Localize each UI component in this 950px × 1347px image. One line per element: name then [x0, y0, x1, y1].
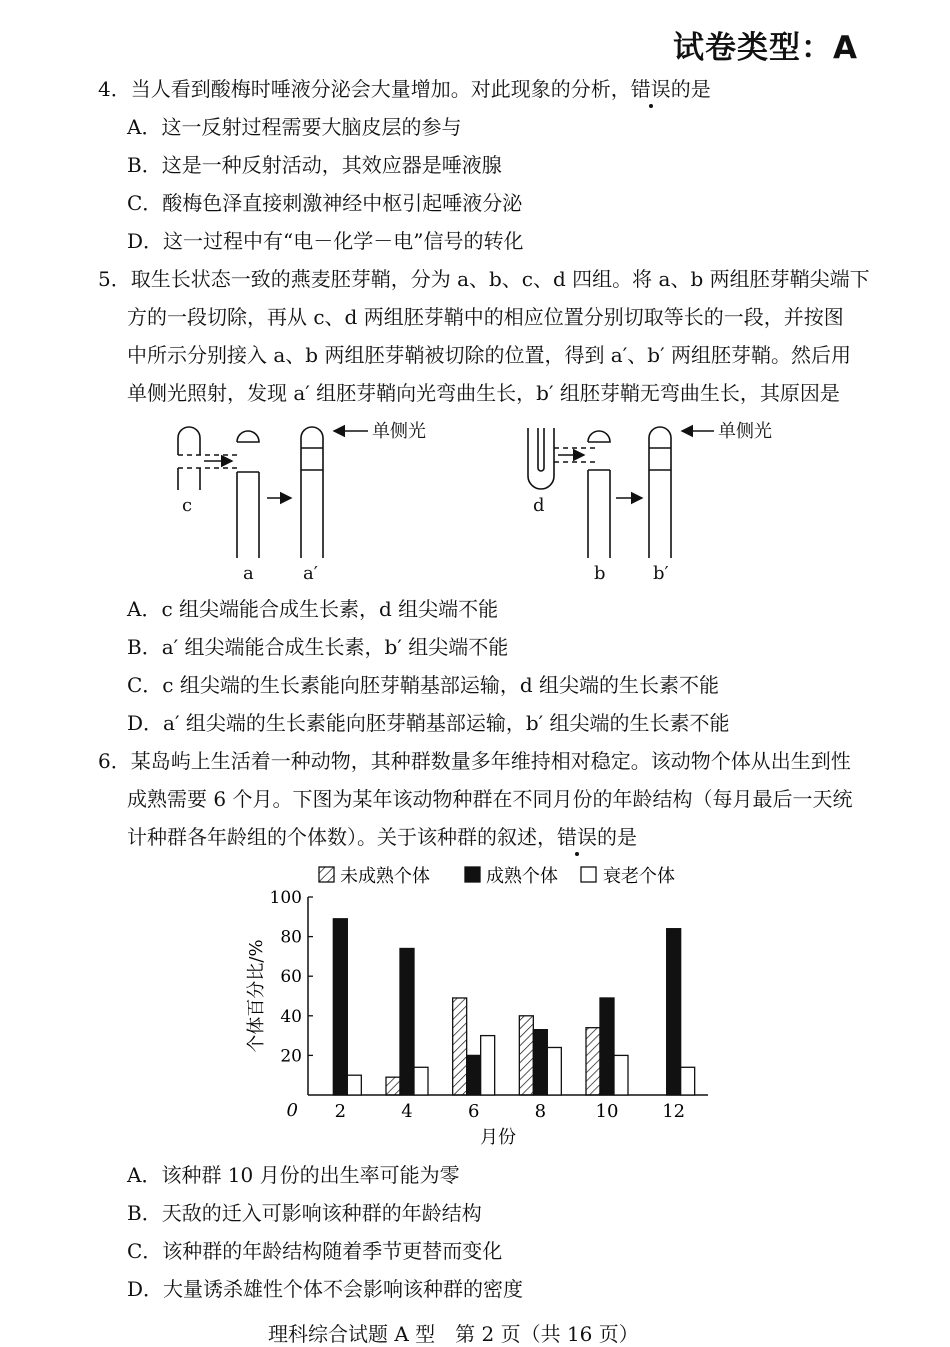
legend-swatch-mature — [465, 867, 480, 882]
q6-stem-line-3: 计种群各年龄组的个体数）。关于该种群的叙述，错误的是 — [127, 825, 637, 849]
light-label-left: 单侧光 — [372, 421, 426, 442]
q5-stem-line-3: 中所示分别接入 a、b 两组胚芽鞘被切除的位置，得到 a′、b′ 两组胚芽鞘。然后用 — [127, 343, 851, 367]
bar-immature-10 — [586, 1028, 600, 1095]
coleoptile-c — [178, 427, 200, 490]
y-tick-label: 20 — [280, 1046, 302, 1067]
q6-stem-line-2: 成熟需要 6 个月。下图为某年该动物种群在不同月份的年龄结构（每月最后一天统 — [127, 787, 853, 811]
x-tick-label: 6 — [467, 1101, 480, 1122]
tip-b — [588, 431, 610, 442]
label-a: a — [243, 563, 254, 584]
q4-emphasis: 错误 — [630, 77, 671, 101]
q4-option-a[interactable]: A．这一反射过程需要大脑皮层的参与 — [127, 115, 462, 139]
q4-option-c[interactable]: C．酸梅色泽直接刺激神经中枢引起唾液分泌 — [127, 191, 523, 215]
coleoptile-d — [528, 428, 554, 489]
q4-stem: 4．当人看到酸梅时唾液分泌会大量增加。对此现象的分析，错误的是 — [98, 77, 711, 101]
x-tick-label: 4 — [401, 1101, 413, 1122]
label-b2: b′ — [653, 563, 669, 584]
bar-mature-4 — [400, 948, 414, 1095]
bar-senescent-6 — [481, 1036, 495, 1095]
legend-label-senescent: 衰老个体 — [603, 866, 675, 887]
q5-stem-line-1: 5．取生长状态一致的燕麦胚芽鞘，分为 a、b、c、d 四组。将 a、b 两组胚芽鞘尖端下 — [98, 267, 870, 291]
q6-emphasis: 错误 — [557, 825, 597, 849]
bar-mature-2 — [333, 919, 347, 1095]
legend-label-mature: 成熟个体 — [486, 866, 558, 887]
chart-legend — [319, 866, 675, 887]
bar-mature-10 — [600, 998, 614, 1095]
y-axis-label: 个体百分比/% — [246, 939, 267, 1053]
q4-option-b[interactable]: B．这是一种反射活动，其效应器是唾液腺 — [127, 153, 502, 177]
q5-stem-line-2: 方的一段切除，再从 c、d 两组胚芽鞘中的相应位置分别切取等长的一段，并按图 — [127, 305, 844, 329]
x-tick-label: 12 — [662, 1101, 686, 1122]
tip-a — [237, 431, 259, 442]
q4-option-d[interactable]: D．这一过程中有“电－化学－电”信号的转化 — [127, 229, 524, 253]
bar-mature-8 — [533, 1030, 547, 1095]
coleoptile-a2 — [301, 427, 323, 558]
q5-option-c[interactable]: C．c 组尖端的生长素能向胚芽鞘基部运输，d 组尖端的生长素不能 — [127, 673, 720, 697]
bar-senescent-8 — [547, 1047, 561, 1095]
y-tick-label: 60 — [280, 967, 302, 988]
x-tick-label: 8 — [534, 1101, 547, 1122]
bar-immature-8 — [519, 1016, 533, 1095]
x-tick-label: 2 — [334, 1101, 347, 1122]
coleoptile-b — [588, 470, 610, 558]
x-axis-label: 月份 — [480, 1127, 516, 1148]
label-a2: a′ — [303, 563, 318, 584]
legend-swatch-immature — [319, 867, 334, 882]
y-tick-label: 40 — [280, 1006, 302, 1027]
bar-mature-12 — [667, 929, 681, 1095]
bar-immature-6 — [453, 998, 467, 1095]
coleoptile-b2 — [649, 427, 671, 558]
label-b: b — [594, 563, 606, 584]
y-tick-label: 100 — [269, 888, 302, 908]
coleoptile-diagram — [0, 410, 950, 590]
q5-option-d[interactable]: D．a′ 组尖端的生长素能向胚芽鞘基部运输，b′ 组尖端的生长素不能 — [127, 711, 730, 735]
q5-option-a[interactable]: A．c 组尖端能合成生长素，d 组尖端不能 — [127, 597, 499, 621]
bar-immature-4 — [386, 1077, 400, 1095]
origin-label: 0 — [286, 1100, 298, 1121]
coleoptile-a — [237, 472, 259, 558]
paper-type-label: 试卷类型：A — [673, 30, 858, 66]
q6-option-d[interactable]: D．大量诱杀雄性个体不会影响该种群的密度 — [127, 1277, 524, 1301]
bar-senescent-12 — [681, 1067, 695, 1095]
x-tick-label: 10 — [595, 1101, 619, 1122]
label-d: d — [533, 495, 545, 516]
y-tick-label: 80 — [280, 927, 302, 948]
bar-senescent-4 — [414, 1067, 428, 1095]
legend-label-immature: 未成熟个体 — [340, 866, 430, 887]
legend-swatch-senescent — [581, 867, 596, 882]
q5-option-b[interactable]: B．a′ 组尖端能合成生长素，b′ 组尖端不能 — [127, 635, 509, 659]
label-c: c — [182, 495, 193, 516]
q5-stem-line-4: 单侧光照射，发现 a′ 组胚芽鞘向光弯曲生长，b′ 组胚芽鞘无弯曲生长，其原因是 — [127, 381, 840, 405]
q6-option-c[interactable]: C．该种群的年龄结构随着季节更替而变化 — [127, 1239, 503, 1263]
q6-stem-line-1: 6．某岛屿上生活着一种动物，其种群数量多年维持相对稳定。该动物个体从出生到性 — [98, 749, 851, 773]
bar-senescent-10 — [614, 1055, 628, 1095]
q6-option-a[interactable]: A．该种群 10 月份的出生率可能为零 — [127, 1163, 460, 1187]
bar-mature-6 — [467, 1055, 481, 1095]
age-structure-chart — [200, 856, 740, 1156]
light-label-right: 单侧光 — [718, 421, 772, 442]
q6-option-b[interactable]: B．天敌的迁入可影响该种群的年龄结构 — [127, 1201, 482, 1225]
page-footer: 理科综合试题 A 型 第 2 页（共 16 页） — [268, 1322, 639, 1346]
bar-senescent-2 — [347, 1075, 361, 1095]
